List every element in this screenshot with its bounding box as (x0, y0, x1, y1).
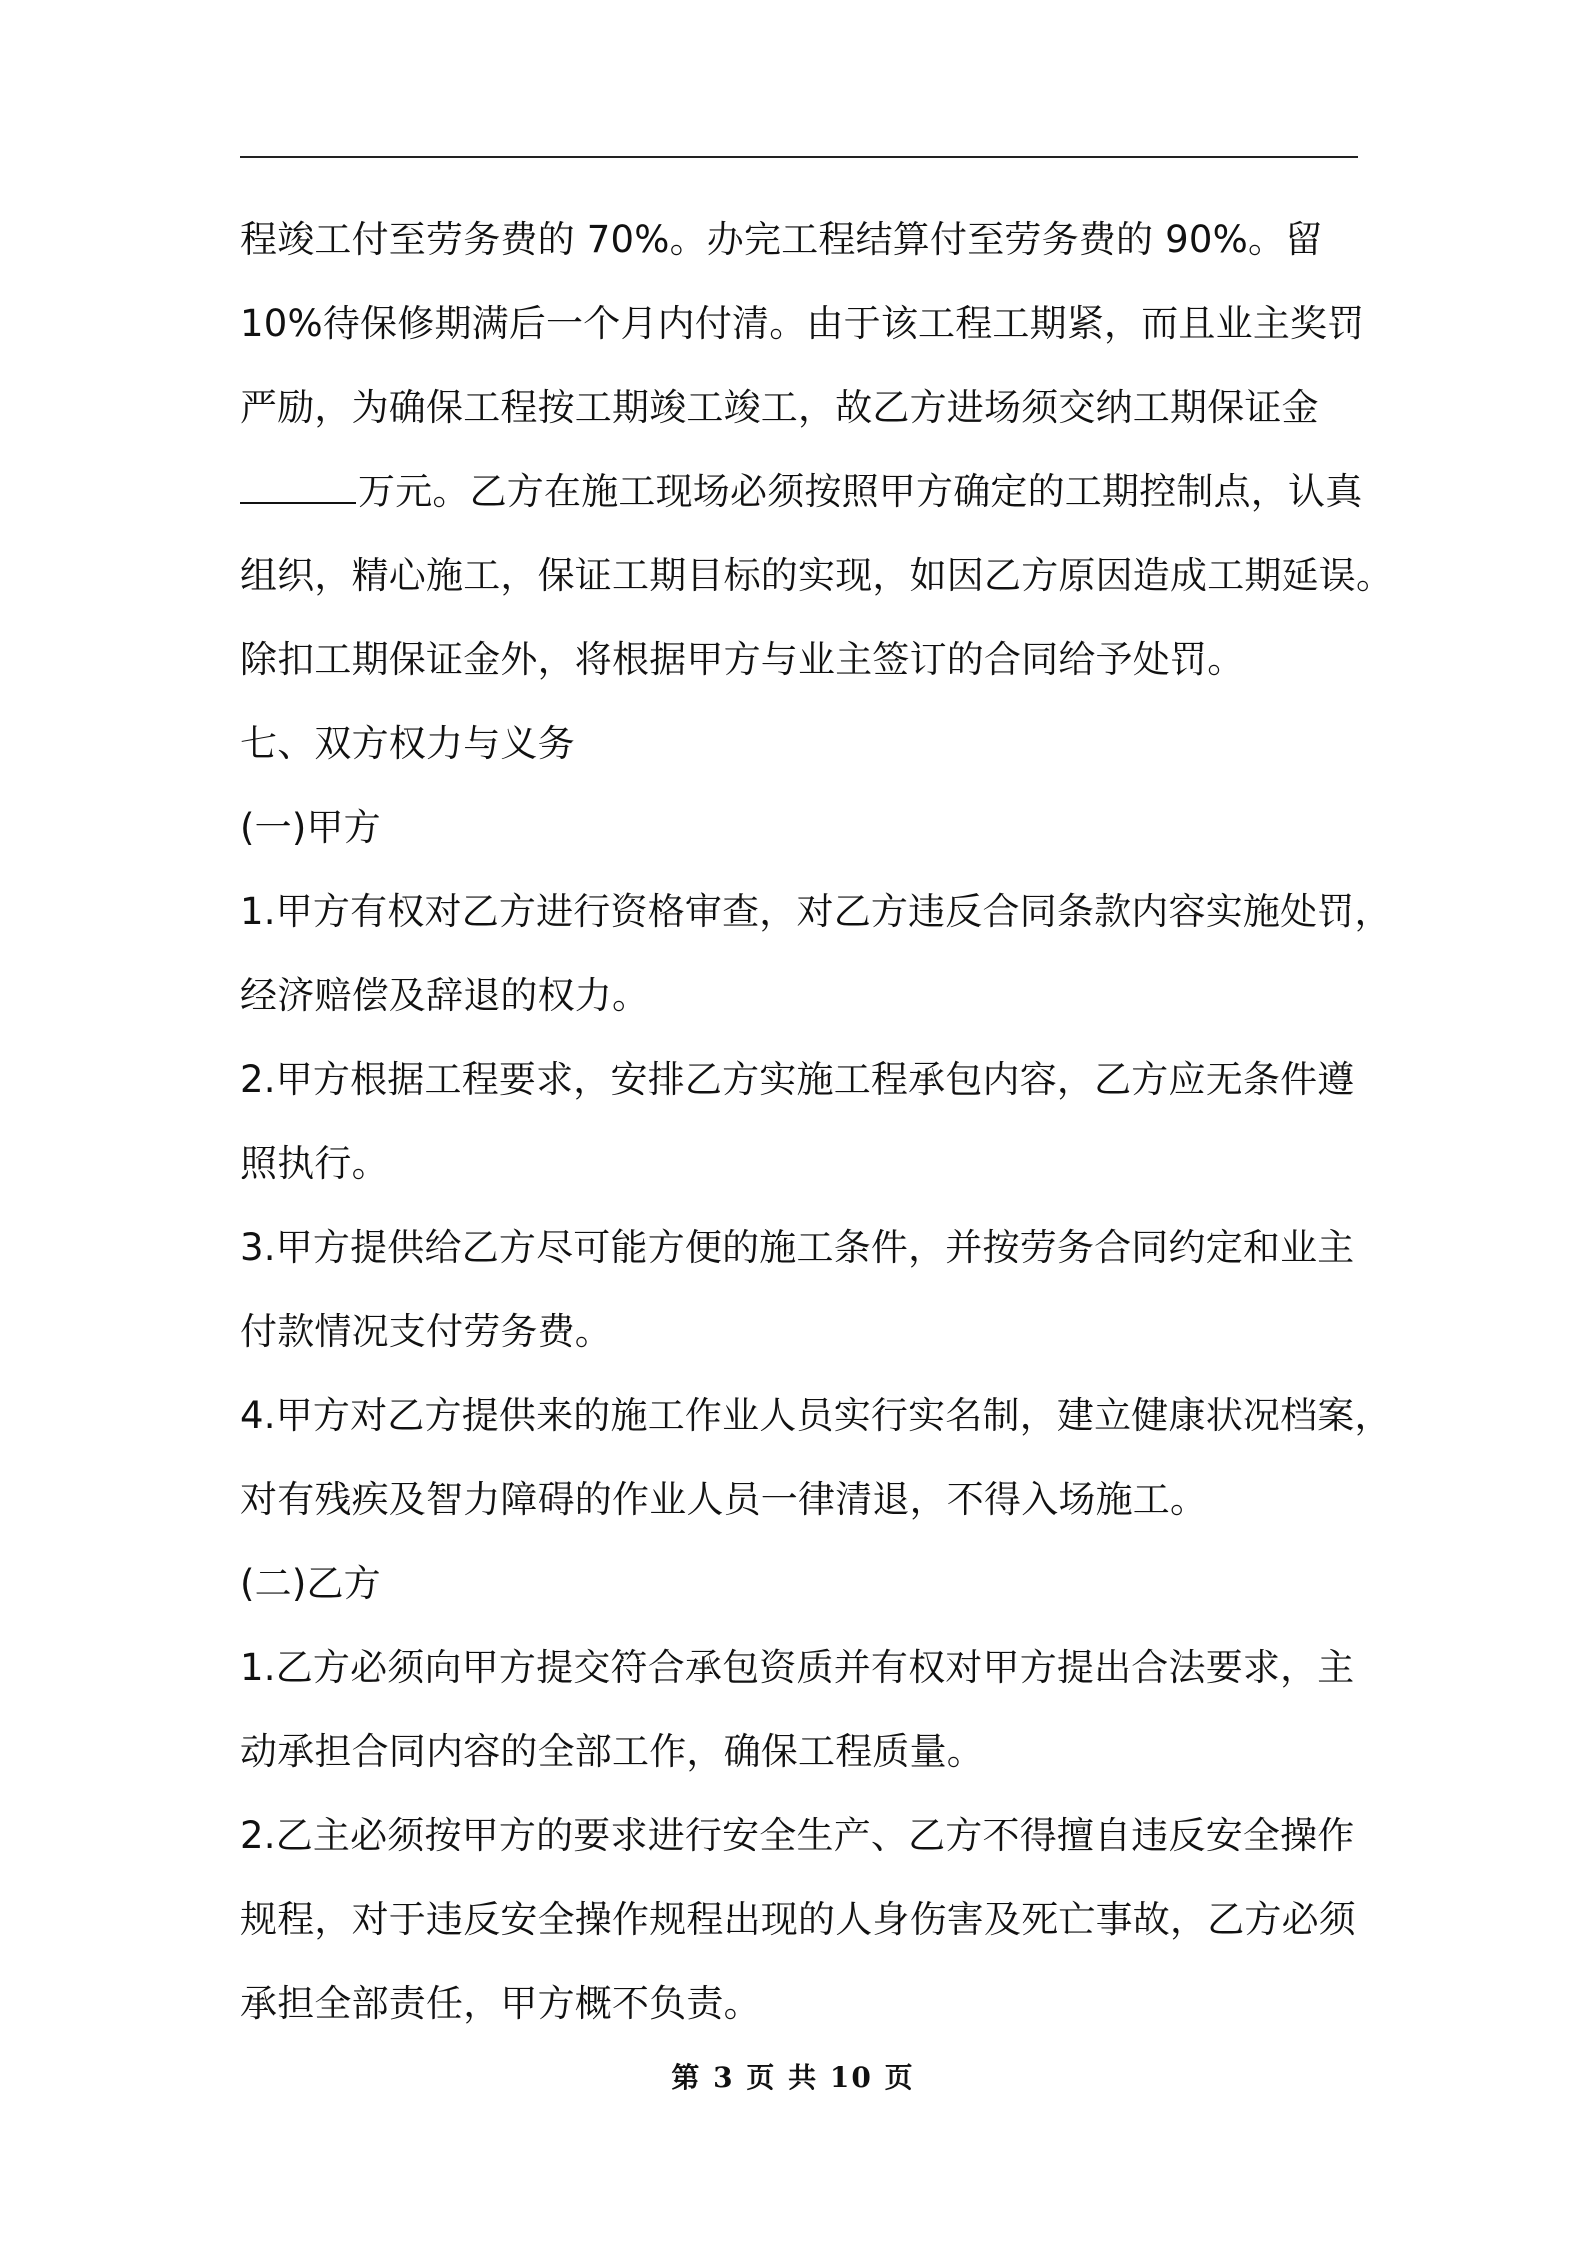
text-line: 组织，精心施工，保证工期目标的实现，如因乙方原因造成工期延误。 (240, 554, 1394, 597)
text-line-rest: 万元。乙方在施工现场必须按照甲方确定的工期控制点，认真 (358, 470, 1363, 513)
section-heading: 七、双方权力与义务 (240, 722, 575, 765)
text-line: 4.甲方对乙方提供来的施工作业人员实行实名制，建立健康状况档案， (240, 1394, 1392, 1437)
text-line: 10%待保修期满后一个月内付清。由于该工程工期紧，而且业主奖罚 (240, 302, 1365, 345)
text-line: 2.甲方根据工程要求，安排乙方实施工程承包内容，乙方应无条件遵 (240, 1058, 1355, 1101)
text-line: 程竣工付至劳务费的 70%。办完工程结算付至劳务费的 90%。留 (240, 218, 1323, 261)
page-number-footer: 第 3 页 共 10 页 (671, 2061, 915, 2094)
text-line: 动承担合同内容的全部工作，确保工程质量。 (240, 1730, 984, 1773)
text-line: 严励，为确保工程按工期竣工竣工，故乙方进场须交纳工期保证金 (240, 386, 1319, 429)
text-line: 3.甲方提供给乙方尽可能方便的施工条件，并按劳务合同约定和业主 (240, 1226, 1355, 1269)
subsection-heading: (二)乙方 (240, 1562, 381, 1605)
fill-in-blank (240, 472, 356, 504)
text-line: 除扣工期保证金外，将根据甲方与业主签订的合同给予处罚。 (240, 638, 1245, 681)
document-body (240, 198, 1394, 2046)
subsection-heading: (一)甲方 (240, 806, 381, 849)
text-line-with-blank (240, 450, 1380, 534)
text-line: 规程，对于违反安全操作规程出现的人身伤害及死亡事故，乙方必须 (240, 1898, 1356, 1941)
text-line: 照执行。 (240, 1142, 389, 1185)
text-line: 承担全部责任，甲方概不负责。 (240, 1982, 761, 2025)
text-line: 付款情况支付劳务费。 (240, 1310, 612, 1353)
header-rule (240, 156, 1358, 158)
text-line: 1.甲方有权对乙方进行资格审查，对乙方违反合同条款内容实施处罚， (240, 890, 1392, 933)
text-line: 经济赔偿及辞退的权力。 (240, 974, 650, 1017)
text-line: 对有残疾及智力障碍的作业人员一律清退，不得入场施工。 (240, 1478, 1208, 1521)
text-line: 2.乙主必须按甲方的要求进行安全生产、乙方不得擅自违反安全操作 (240, 1814, 1355, 1857)
text-line: 1.乙方必须向甲方提交符合承包资质并有权对甲方提出合法要求，主 (240, 1646, 1355, 1689)
